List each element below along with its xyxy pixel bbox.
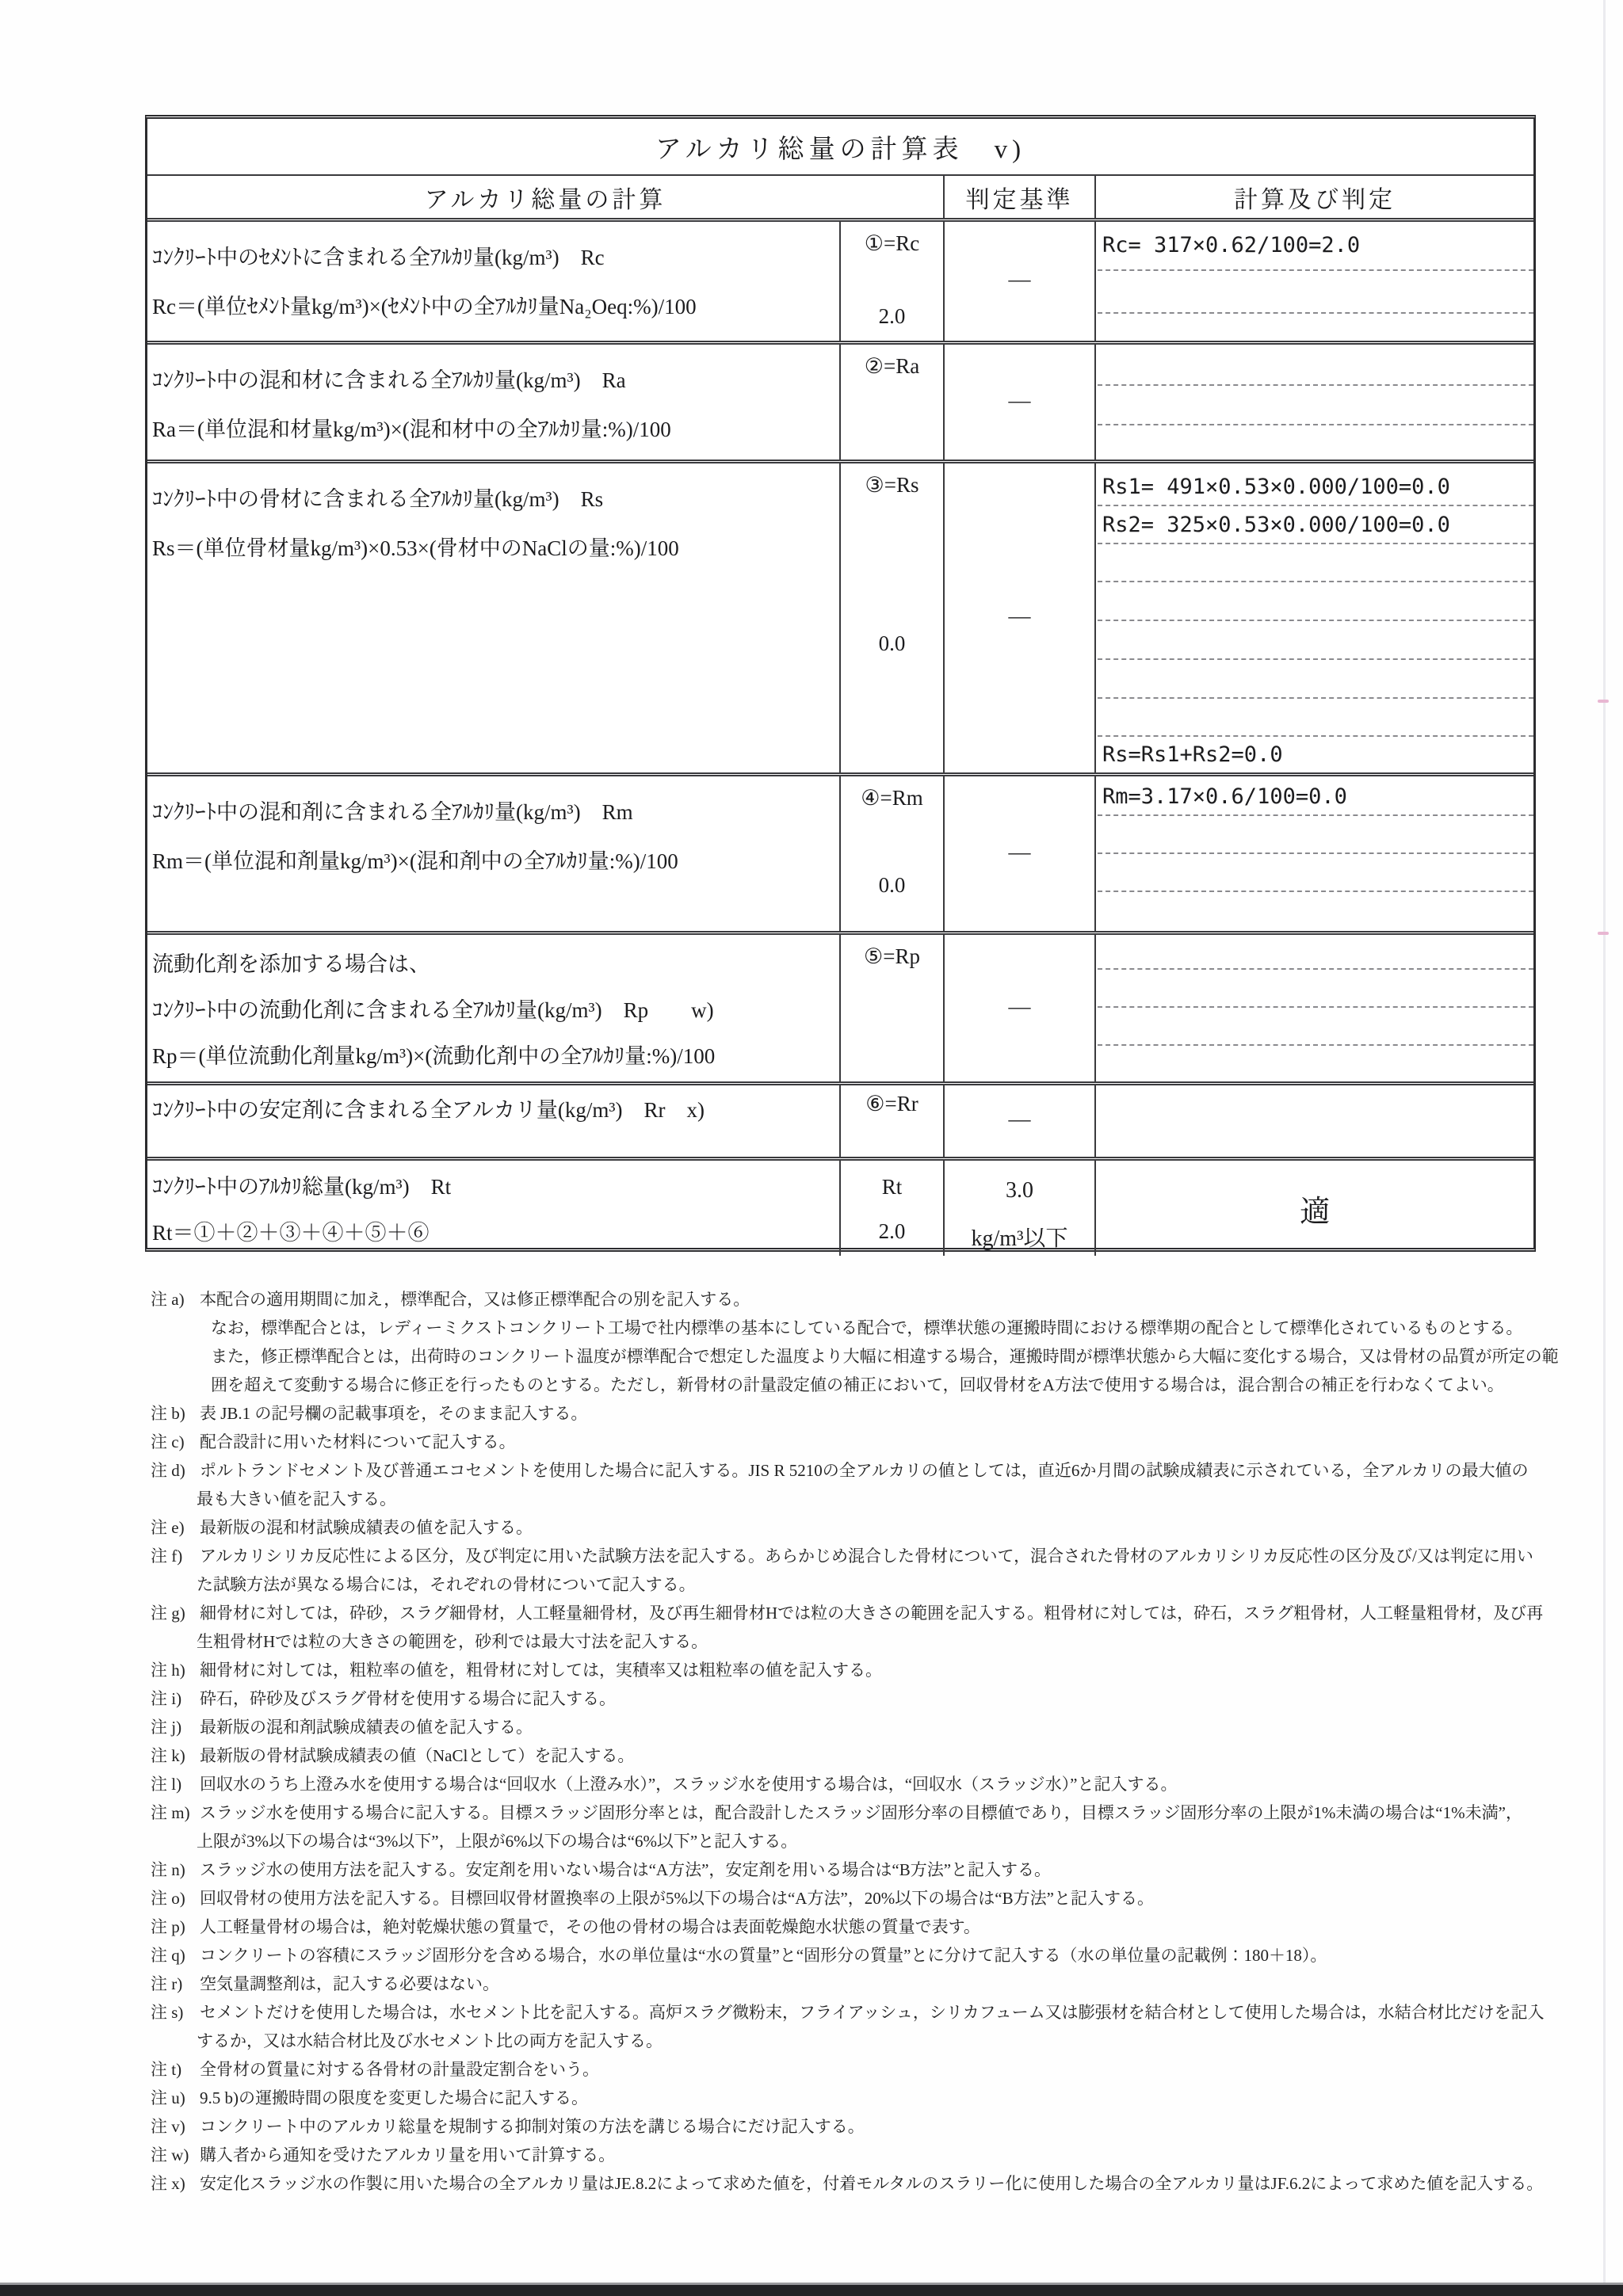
note-text: コンクリート中のアルカリ総量を規制する抑制対策の方法を講じる場合にだけ記入する。 <box>200 2117 865 2136</box>
dashed-writing-line <box>1098 1044 1533 1046</box>
note-line <box>151 1456 1529 1485</box>
note-line <box>151 1941 1529 1970</box>
calc-sum: Rs=Rs1+Rs2=0.0 <box>1102 742 1283 767</box>
table-header-row <box>147 174 1533 218</box>
calc-result: Rs1= 491×0.53×0.000/100=0.0 <box>1102 475 1450 499</box>
note-text: 人工軽量骨材の場合は，絶対乾燥状態の質量で，その他の骨材の場合は表面乾燥飽水状態の質量で表す。 <box>200 1917 980 1936</box>
alkali-total-calculation-table <box>145 115 1536 1252</box>
row-rc-symbol-cell <box>839 222 943 341</box>
criteria-dash: — <box>1008 267 1031 292</box>
criteria-limit: 3.0 <box>1006 1178 1033 1203</box>
row-rm-symbol-cell <box>839 776 943 931</box>
dashed-writing-line <box>1098 312 1533 314</box>
header-calc: アルカリ総量の計算 <box>424 186 666 213</box>
note-label: 注 u) <box>151 2088 185 2107</box>
row-value: 2.0 <box>878 304 906 328</box>
table-row-rc <box>147 218 1533 341</box>
note-text: 最新版の混和剤試験成績表の値を記入する。 <box>200 1718 533 1737</box>
note-line <box>151 1741 1529 1770</box>
dashed-writing-line <box>1098 891 1533 892</box>
note-text: 本配合の適用期間に加え，標準配合，又は修正標準配合の別を記入する。 <box>200 1290 750 1309</box>
table-row-rs <box>147 460 1533 772</box>
note-label: 注 o) <box>151 1889 185 1908</box>
row-rm-calc-cell <box>1094 776 1533 931</box>
criteria-dash: — <box>1008 839 1031 864</box>
note-line <box>151 1542 1533 1570</box>
row-ra-calc-cell <box>1094 345 1533 460</box>
row-rs-description <box>147 463 839 772</box>
row-rp-calc-cell <box>1094 935 1533 1081</box>
dashed-writing-line <box>1098 620 1533 621</box>
note-line <box>151 2141 1529 2169</box>
dashed-writing-line <box>1098 1006 1533 1008</box>
note-line <box>151 1285 1529 1314</box>
notes-section <box>151 1285 1559 2198</box>
dashed-writing-line <box>1098 424 1533 425</box>
notes-list <box>151 1285 1559 2198</box>
formula-line: ｺﾝｸﾘｰﾄ中の混和材に含まれる全ｱﾙｶﾘ量(kg/m³) Ra <box>152 368 626 392</box>
criteria-dash: — <box>1008 1107 1031 1132</box>
note-line <box>151 2169 1544 2198</box>
note-text: 最新版の骨材試験成績表の値（NaClとして）を記入する。 <box>200 1746 635 1765</box>
note-line <box>151 1428 1529 1456</box>
formula-line: 流動化剤を添加する場合は、 <box>152 952 430 976</box>
note-label: 注 n) <box>151 1860 185 1879</box>
row-ra-description <box>147 345 839 460</box>
note-line <box>151 1684 1529 1713</box>
row-symbol: ④=Rm <box>861 786 923 810</box>
note-text: 細骨材に対しては，粗粒率の値を，粗骨材に対しては，実積率又は粗粒率の値を記入する。 <box>200 1661 882 1680</box>
note-label: 注 r) <box>151 1974 183 1993</box>
dashed-writing-line <box>1098 697 1533 699</box>
note-text: 回収水のうち上澄み水を使用する場合は“回収水（上澄み水）”，スラッジ水を使用する場合は，“回収水（スラッジ水）”と記入する。 <box>200 1775 1178 1794</box>
note-line <box>151 1314 1529 1342</box>
note-line <box>151 1770 1529 1798</box>
row-rm-description <box>147 776 839 931</box>
note-text: 全骨材の質量に対する各骨材の計量設定割合をいう。 <box>200 2060 599 2079</box>
note-label: 注 b) <box>151 1404 185 1423</box>
formula-line: Rm＝(単位混和剤量kg/m³)×(混和剤中の全ｱﾙｶﾘ量:%)/100 <box>152 849 678 873</box>
row-symbol: ⑤=Rp <box>864 944 920 968</box>
row-ra-symbol-cell <box>839 345 943 460</box>
header-judgement: 計算及び判定 <box>1094 176 1533 218</box>
note-text: また，修正標準配合とは，出荷時のコンクリート温度が標準配合で想定した温度より大幅に相違する場合，運搬時間が標準状態から大幅に変化する場合，又は骨材の品質が所定の範 <box>211 1347 1559 1366</box>
row-rs-calc-cell <box>1094 463 1533 772</box>
note-text: スラッジ水の使用方法を記入する。安定剤を用いない場合は“A方法”，安定剤を用いる場合は“B方法”と記入する。 <box>200 1860 1052 1879</box>
dashed-writing-line <box>1098 852 1533 854</box>
row-rp-description <box>147 935 839 1081</box>
criteria-unit: kg/m³以下 <box>971 1226 1068 1251</box>
note-label: 注 d) <box>151 1461 185 1480</box>
note-label: 注 k) <box>151 1746 185 1765</box>
note-text: 細骨材に対しては，砕砂，スラグ細骨材，人工軽量細骨材，及び再生細骨材Hでは粒の大きさの範囲を記入する。粗骨材に対しては，砕石，スラグ粗骨材，人工軽量粗骨材，及び再 <box>200 1604 1544 1623</box>
note-line <box>151 1485 1529 1513</box>
note-label: 注 s) <box>151 2003 184 2022</box>
row-rc-criteria-cell <box>943 222 1094 341</box>
note-text: コンクリートの容積にスラッジ固形分を含める場合，水の単位量は“水の質量”と“固形分の質量”とに分けて記入する（水の単位量の記載例：180＋18）。 <box>200 1946 1327 1965</box>
row-rc-description <box>147 222 839 341</box>
note-line <box>151 1855 1529 1884</box>
note-line <box>151 1599 1544 1627</box>
note-line <box>151 1342 1559 1371</box>
note-label: 注 m) <box>151 1803 190 1822</box>
scan-edge-bar <box>0 2285 1623 2296</box>
row-rs-symbol-cell <box>839 463 943 772</box>
formula-line: ｺﾝｸﾘｰﾄ中の混和剤に含まれる全ｱﾙｶﾘ量(kg/m³) Rm <box>152 800 633 824</box>
row-rm-criteria-cell <box>943 776 1094 931</box>
note-label: 注 l) <box>151 1775 182 1794</box>
formula-line: Rc＝(単位ｾﾒﾝﾄ量kg/m³)×(ｾﾒﾝﾄ中の全ｱﾙｶﾘ量Na₂Oeq:%)/100 <box>152 295 697 318</box>
formula-line: Rs＝(単位骨材量kg/m³)×0.53×(骨材中のNaClの量:%)/100 <box>152 536 679 560</box>
formula-line: ｺﾝｸﾘｰﾄ中の流動化剤に含まれる全ｱﾙｶﾘ量(kg/m³) Rp w) <box>152 998 714 1022</box>
note-text: 購入者から通知を受けたアルカリ量を用いて計算する。 <box>200 2145 616 2164</box>
note-line <box>151 1998 1545 2027</box>
formula-line: ｺﾝｸﾘｰﾄ中の骨材に含まれる全ｱﾙｶﾘ量(kg/m³) Rs <box>152 487 604 511</box>
dashed-writing-line <box>1098 968 1533 970</box>
calc-result: Rc= 317×0.62/100=2.0 <box>1102 233 1361 257</box>
table-row-rr <box>147 1081 1533 1157</box>
note-line <box>151 2084 1529 2112</box>
note-line <box>151 1827 1529 1855</box>
row-value: 0.0 <box>878 873 906 897</box>
note-line <box>151 1798 1529 1827</box>
row-rs-criteria-cell <box>943 463 1094 772</box>
row-symbol: ①=Rc <box>864 231 920 255</box>
row-rr-description <box>147 1085 839 1157</box>
note-text: 9.5 b)の運搬時間の限度を変更した場合に記入する。 <box>200 2088 588 2107</box>
row-symbol: ⑥=Rr <box>865 1092 918 1116</box>
criteria-dash: — <box>1008 604 1031 629</box>
dashed-writing-line <box>1098 543 1533 544</box>
scan-artifact-line <box>1603 0 1606 2296</box>
row-value: 2.0 <box>878 1219 906 1243</box>
note-label: 注 x) <box>151 2174 185 2193</box>
row-rt-criteria-cell <box>943 1161 1094 1256</box>
row-rr-symbol-cell <box>839 1085 943 1157</box>
dashed-writing-line <box>1098 384 1533 386</box>
formula-line: ｺﾝｸﾘｰﾄ中のｾﾒﾝﾄに含まれる全ｱﾙｶﾘ量(kg/m³) Rc <box>152 246 605 269</box>
note-text: スラッジ水を使用する場合に記入する。目標スラッジ固形分率とは，配合設計したスラッジ固形分率の目標値であり，目標スラッジ固形分率の上限が1%未満の場合は“1%未満”， <box>200 1803 1522 1822</box>
formula-line: Rp＝(単位流動化剤量kg/m³)×(流動化剤中の全ｱﾙｶﾘ量:%)/100 <box>152 1044 716 1068</box>
note-text: 上限が3%以下の場合は“3%以下”，上限が6%以下の場合は“6%以下”と記入する。 <box>197 1832 798 1851</box>
note-text: 配合設計に用いた材料について記入する。 <box>200 1432 516 1451</box>
note-label: 注 p) <box>151 1917 185 1936</box>
note-line <box>151 1513 1529 1542</box>
criteria-dash: — <box>1008 387 1031 413</box>
note-line <box>151 1884 1529 1913</box>
note-line <box>151 1713 1529 1741</box>
row-symbol: Rt <box>881 1175 903 1199</box>
dashed-writing-line <box>1098 814 1533 816</box>
row-rp-symbol-cell <box>839 935 943 1081</box>
dashed-writing-line <box>1098 735 1533 737</box>
row-rc-calc-cell <box>1094 222 1533 341</box>
dashed-writing-line <box>1098 505 1533 506</box>
row-rp-criteria-cell <box>943 935 1094 1081</box>
row-rr-criteria-cell <box>943 1085 1094 1157</box>
note-line <box>151 1399 1529 1428</box>
row-rr-calc-cell <box>1094 1085 1533 1157</box>
note-text: 回収骨材の使用方法を記入する。目標回収骨材置換率の上限が5%以下の場合は“A方法”，20%以下の場合は“B方法”と記入する。 <box>200 1889 1154 1908</box>
note-label: 注 a) <box>151 1290 185 1309</box>
note-label: 注 v) <box>151 2117 185 2136</box>
row-rt-symbol-cell <box>839 1161 943 1256</box>
note-label: 注 t) <box>151 2060 182 2079</box>
note-text: 最新版の混和材試験成績表の値を記入する。 <box>200 1518 533 1537</box>
header-criteria: 判定基準 <box>943 176 1094 218</box>
note-label: 注 f) <box>151 1547 183 1566</box>
note-line <box>151 1627 1529 1656</box>
calc-result: Rs2= 325×0.53×0.000/100=0.0 <box>1102 513 1450 537</box>
dashed-writing-line <box>1098 658 1533 660</box>
note-text: 空気量調整剤は，記入する必要はない。 <box>200 1974 499 1993</box>
scan-artifact-mark <box>1598 932 1609 935</box>
row-symbol: ②=Ra <box>864 354 920 378</box>
note-text: た試験方法が異なる場合には，それぞれの骨材について記入する。 <box>197 1575 696 1594</box>
note-label: 注 g) <box>151 1604 185 1623</box>
note-line <box>151 1913 1529 1941</box>
note-text: 最も大きい値を記入する。 <box>197 1489 396 1508</box>
note-label: 注 j) <box>151 1718 182 1737</box>
dashed-writing-line <box>1098 269 1533 271</box>
formula-line: Ra＝(単位混和材量kg/m³)×(混和材中の全ｱﾙｶﾘ量:%)/100 <box>152 418 671 441</box>
row-ra-criteria-cell <box>943 345 1094 460</box>
note-label: 注 c) <box>151 1432 185 1451</box>
table-row-rt <box>147 1157 1533 1250</box>
note-text: セメントだけを使用した場合は，水セメント比を記入する。高炉スラグ微粉末，フライアッシュ，シリカフューム又は膨張材を結合材として使用した場合は，水結合材比だけを記入 <box>200 2003 1545 2022</box>
note-label: 注 q) <box>151 1946 185 1965</box>
note-text: するか，又は水結合材比及び水セメント比の両方を記入する。 <box>197 2031 663 2050</box>
table-row-rm <box>147 772 1533 931</box>
table-row-ra <box>147 341 1533 460</box>
criteria-dash: — <box>1008 994 1031 1019</box>
table-row-rp <box>147 931 1533 1081</box>
note-line <box>151 1656 1529 1684</box>
row-rt-description <box>147 1161 839 1256</box>
note-text: 生粗骨材Hでは粒の大きさの範囲を，砂利では最大寸法を記入する。 <box>197 1632 708 1651</box>
note-text: ポルトランドセメント及び普通エコセメントを使用した場合に記入する。JIS R 5210の全アルカリの値としては，直近6か月間の試験成績表に示されている，全アルカリの最大値の <box>200 1461 1529 1480</box>
calc-result: Rm=3.17×0.6/100=0.0 <box>1102 784 1347 809</box>
table-title-row <box>147 119 1533 174</box>
note-text: 表 JB.1 の記号欄の記載事項を，そのまま記入する。 <box>200 1404 588 1423</box>
note-text: 安定化スラッジ水の作製に用いた場合の全アルカリ量はJE.8.2によって求めた値を，付着モルタルのスラリー化に使用した場合の全アルカリ量はJF.6.2によって求めた値を記入する。 <box>200 2174 1544 2193</box>
formula-line: ｺﾝｸﾘｰﾄ中の安定剤に含まれる全アルカリ量(kg/m³) Rr x) <box>152 1098 705 1122</box>
note-text: なお，標準配合とは，レディーミクストコンクリート工場で社内標準の基本にしている配合で，標準状態の運搬時間における標準期の配合として標準化されているものとする。 <box>211 1318 1523 1337</box>
note-label: 注 h) <box>151 1661 185 1680</box>
note-line <box>151 2027 1529 2055</box>
note-text: 砕石，砕砂及びスラグ骨材を使用する場合に記入する。 <box>200 1689 616 1708</box>
note-line <box>151 1371 1529 1399</box>
formula-line: ｺﾝｸﾘｰﾄ中のｱﾙｶﾘ総量(kg/m³) Rt <box>152 1175 452 1199</box>
note-line <box>151 1970 1529 1998</box>
note-text: アルカリシリカ反応性による区分，及び判定に用いた試験方法を記入する。あらかじめ混合した骨材について，混合された骨材のアルカリシリカ反応性の区分及び/又は判定に用い <box>200 1547 1533 1566</box>
note-text: 囲を超えて変動する場合に修正を行ったものとする。ただし，新骨材の計量設定値の補正において，回収骨材をA方法で使用する場合は，混合割合の補正を行わなくてよい。 <box>211 1375 1504 1394</box>
note-label: 注 w) <box>151 2145 189 2164</box>
note-line <box>151 2055 1529 2084</box>
note-label: 注 e) <box>151 1518 185 1537</box>
row-value: 0.0 <box>878 631 906 655</box>
note-label: 注 i) <box>151 1689 182 1708</box>
dashed-writing-line <box>1098 581 1533 582</box>
scan-artifact-mark <box>1598 700 1609 703</box>
note-line <box>151 1570 1529 1599</box>
row-symbol: ③=Rs <box>865 473 919 497</box>
formula-line: Rt＝①＋②＋③＋④＋⑤＋⑥ <box>152 1221 430 1245</box>
note-line <box>151 2112 1529 2141</box>
judgement-result: 適 <box>1094 1161 1533 1256</box>
table-title: アルカリ総量の計算表 v) <box>655 135 1026 164</box>
